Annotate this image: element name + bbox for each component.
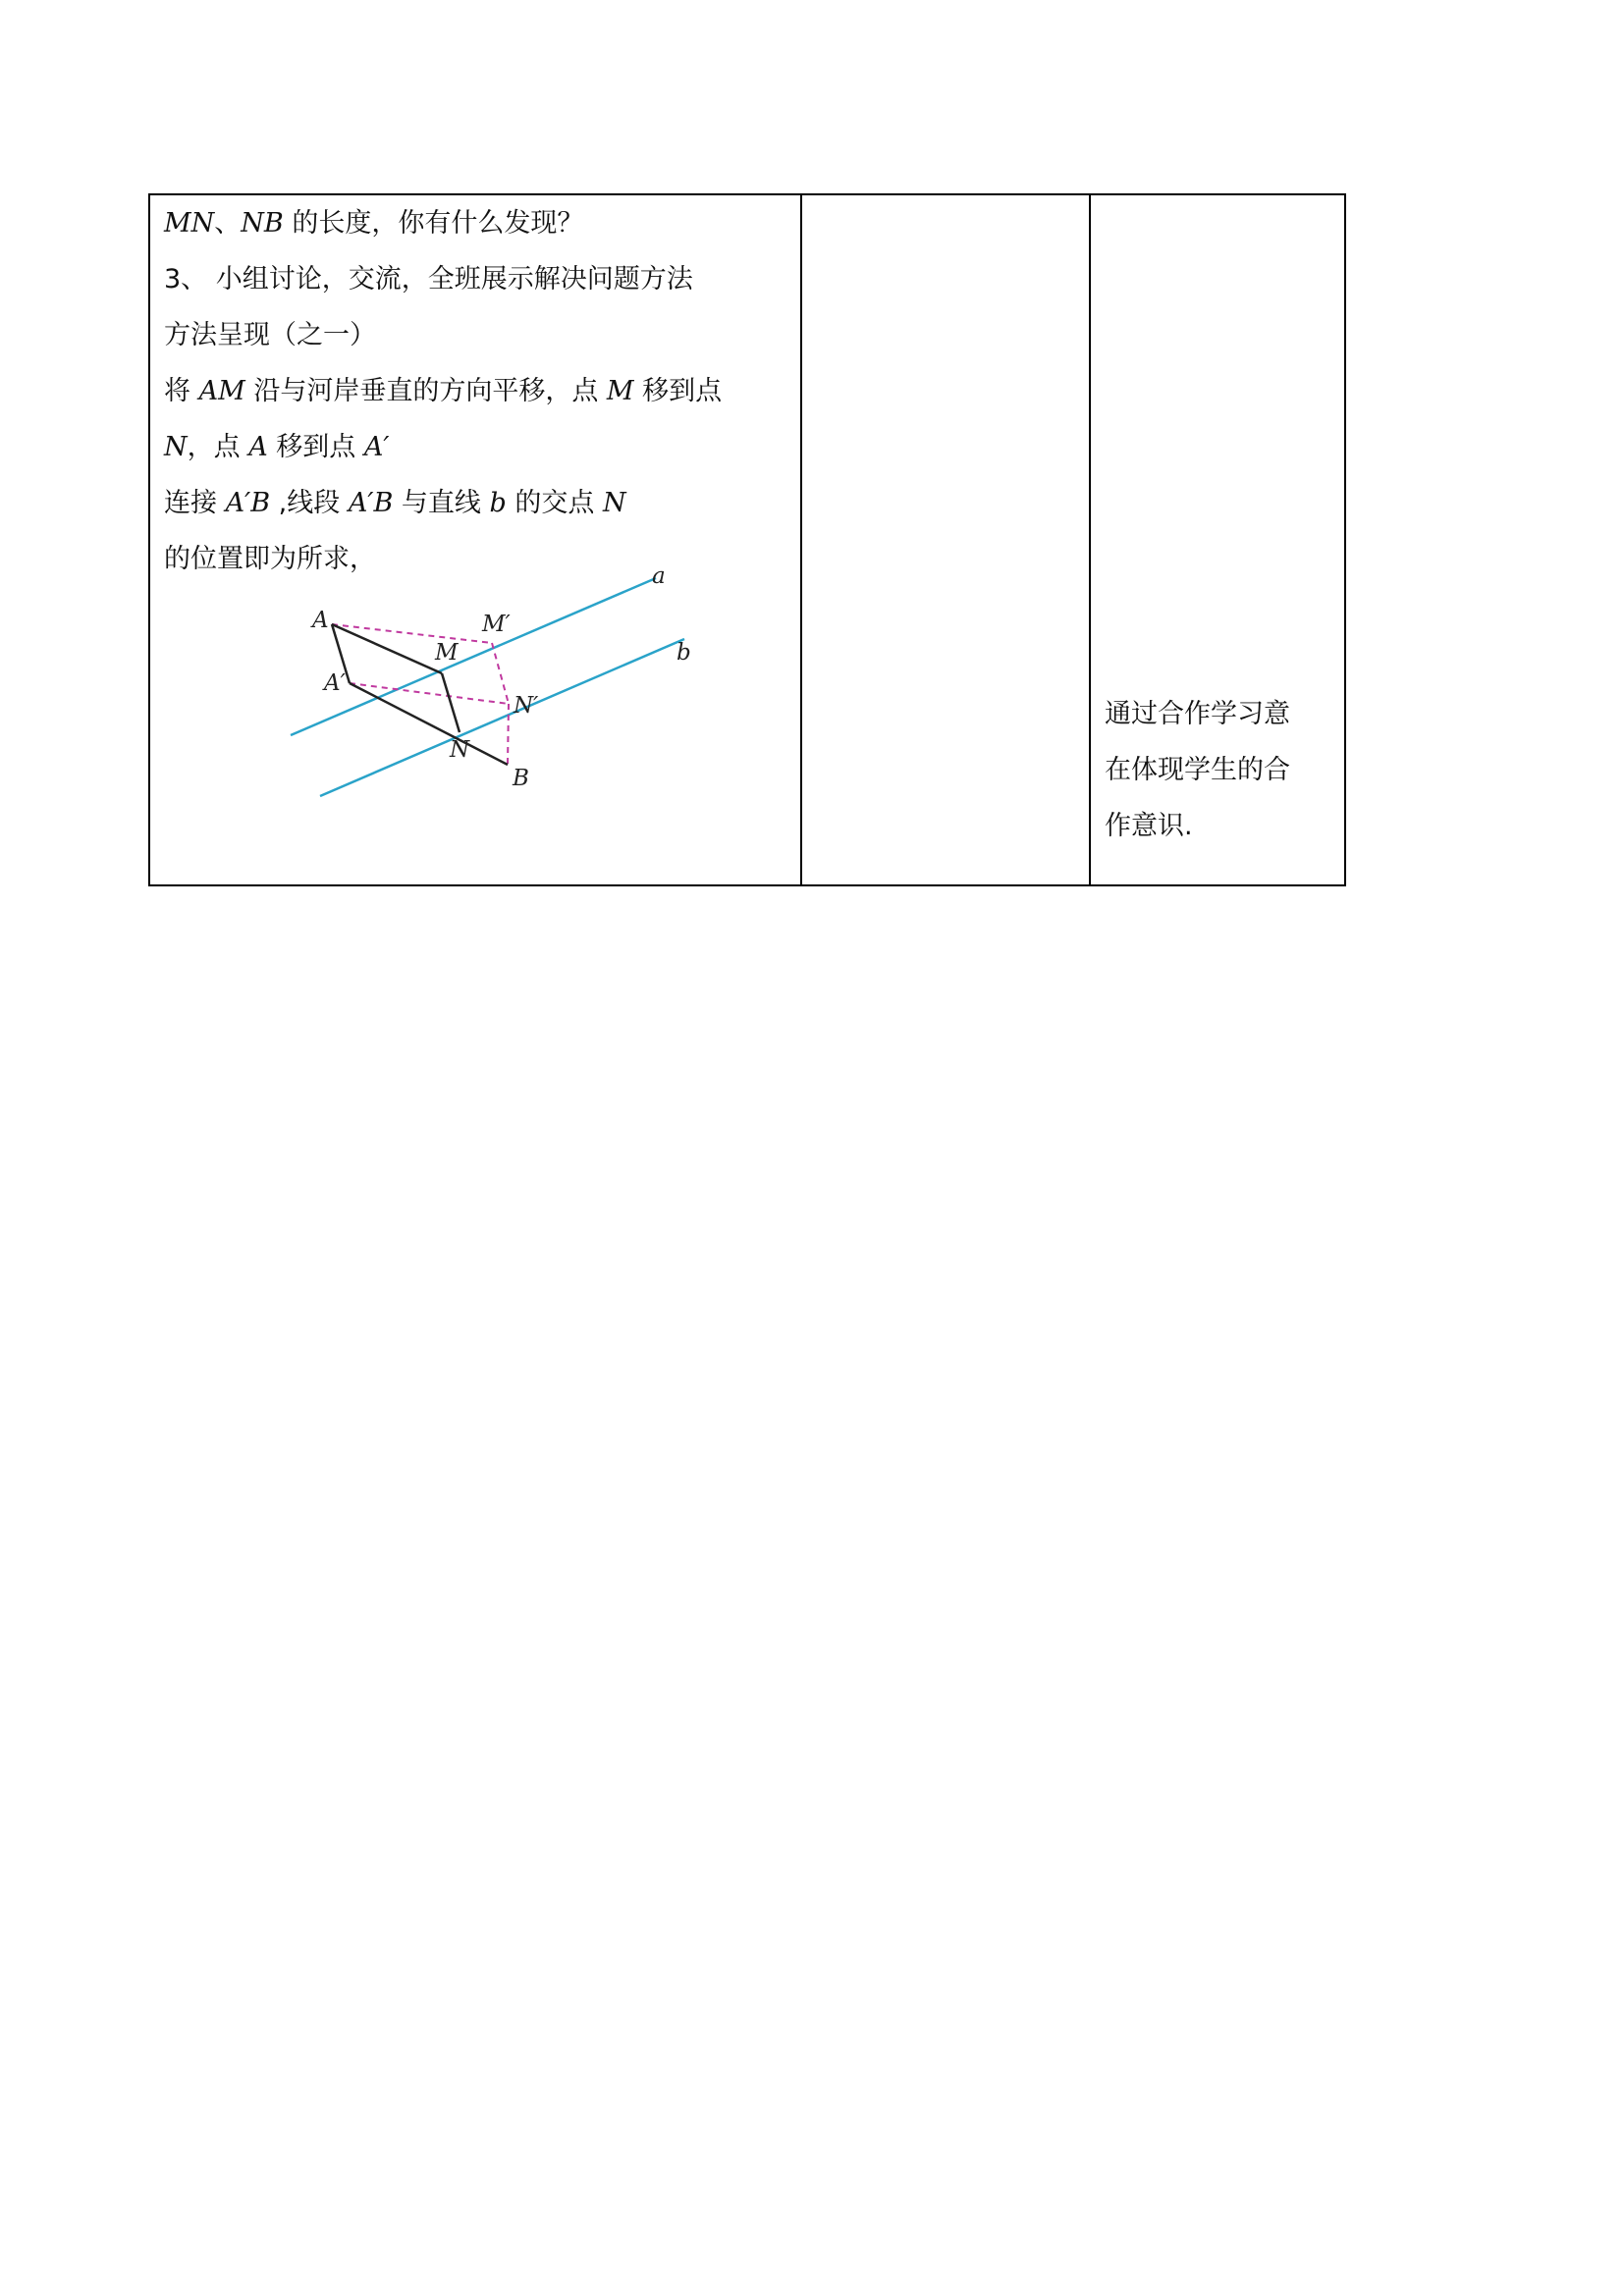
content-cell — [149, 194, 801, 885]
river-line-a — [291, 578, 656, 735]
note-line-3: 作意识. — [1105, 811, 1193, 841]
text-line-6: 连接 A′B ,线段 A′B 与直线 b 的交点 N — [164, 488, 626, 518]
label-m: M — [435, 640, 459, 666]
dashed-nprime-to-b — [508, 704, 509, 765]
note-line-1: 通过合作学习意 — [1105, 699, 1290, 729]
segment-m-n — [442, 673, 460, 732]
design-intent-note — [1105, 686, 1290, 854]
geometry-diagram — [283, 568, 695, 814]
text-line-3: 方法呈现（之一） — [164, 320, 376, 350]
label-m-prime: M′ — [482, 612, 511, 637]
text-line-1: MN、NB 的长度，你有什么发现？ — [164, 208, 584, 239]
dashed-a-to-mprime — [332, 624, 492, 643]
text-line-4: 将 AM 沿与河岸垂直的方向平移，点 M 移到点 — [164, 376, 723, 406]
river-line-b — [320, 639, 684, 796]
label-a: A — [312, 608, 329, 633]
label-n: N — [450, 737, 470, 763]
text-line-2: 3、 小组讨论，交流，全班展示解决问题方法 — [164, 264, 693, 294]
segment-aprime-b — [350, 683, 508, 765]
label-n-prime: N′ — [514, 693, 539, 719]
table-row — [149, 194, 1345, 885]
note-line-2: 在体现学生的合 — [1105, 755, 1290, 785]
text-line-5: N，点 A 移到点 A′ — [164, 432, 390, 462]
text-line-7: 的位置即为所求， — [164, 544, 376, 574]
dashed-mprime-to-nprime — [492, 643, 509, 704]
label-line-b: b — [677, 640, 691, 666]
empty-cell — [801, 194, 1090, 885]
notes-cell — [1090, 194, 1345, 885]
label-b: B — [513, 766, 529, 791]
label-line-a: a — [652, 568, 666, 589]
lesson-table — [148, 193, 1346, 886]
label-a-prime: A′ — [324, 670, 346, 696]
